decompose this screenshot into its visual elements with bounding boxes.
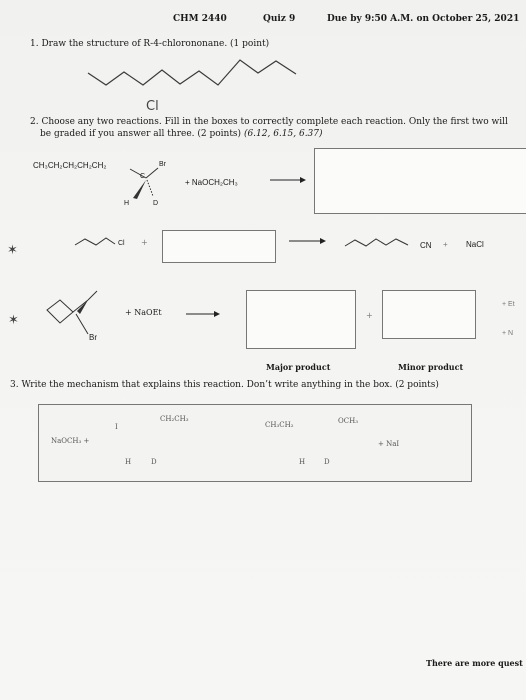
- question-3: 3. Write the mechanism that explains this reaction. Don’t write anything in the box. (2 points): [10, 380, 439, 390]
- plus-sign-3: +: [366, 311, 373, 320]
- q2-br-bond: [146, 168, 158, 178]
- reactant-chain-label: CH₃CH₂CH₂CH₂CH₂: [33, 161, 107, 170]
- major-product-box[interactable]: [246, 290, 356, 349]
- question-2-line1: 2. Choose any two reactions. Fill in the boxes to correctly complete each reaction. Only the first two will: [30, 117, 508, 127]
- major-product-label: Major product: [266, 362, 331, 372]
- q3-h-label: H: [125, 458, 132, 466]
- q3-prod-h-label: H: [299, 458, 306, 466]
- nacl-label: NaCl: [466, 240, 484, 249]
- answer-box-2[interactable]: [162, 230, 276, 263]
- q3-i-label: I: [115, 423, 118, 431]
- q1-chloro-label: Cl: [146, 99, 159, 114]
- q2-ring: [47, 300, 73, 323]
- minor-product-box[interactable]: [382, 290, 476, 339]
- question-1: 1. Draw the structure of R-4-chlorononane. (1 point): [30, 39, 270, 49]
- cn-label: CN: [420, 241, 432, 250]
- reagent-naoet: + NaOEt: [125, 308, 162, 317]
- q3-prod-d-label: D: [324, 458, 330, 466]
- quiz-number: Quiz 9: [263, 14, 296, 24]
- cutoff-et: + Et: [502, 301, 515, 308]
- q2-d-bond: [147, 180, 153, 196]
- q3-ethyl-label: CH₂CH₃: [160, 415, 189, 423]
- c-label: C: [140, 173, 146, 180]
- q3-reagent-label: NaOCH₃ +: [51, 437, 90, 445]
- cutoff-na: + N: [502, 330, 514, 337]
- q3-d-label: D: [151, 458, 157, 466]
- star-mark-1: ✶: [7, 243, 18, 258]
- cl-label: Cl: [118, 240, 125, 247]
- br-ring-label: Br: [89, 333, 97, 342]
- q2-alkyl-chloride-chain: [75, 238, 115, 245]
- star-mark-2: ✶: [8, 313, 19, 328]
- course-code: CHM 2440: [173, 14, 227, 24]
- mechanism-box: [38, 404, 472, 482]
- d-label: D: [153, 200, 159, 207]
- answer-box-1[interactable]: [314, 148, 526, 214]
- minor-product-label: Minor product: [398, 362, 464, 372]
- q3-nai-label: + NaI: [378, 440, 400, 448]
- q3-prod-ethyl-label: CH₃CH₂: [265, 421, 294, 429]
- q1-zigzag-chain: [88, 60, 296, 85]
- footer-note: There are more quest: [426, 658, 523, 668]
- h-label: H: [124, 200, 130, 207]
- question-2-line2: be graded if you answer all three. (2 points) (6.12, 6.15, 6.37): [40, 129, 323, 139]
- q2-wedge-h: [133, 180, 146, 199]
- reagent-naoch2ch3: + NaOCH₂CH₃: [185, 178, 238, 187]
- due-date: Due by 9:50 A.M. on October 25, 2021: [327, 14, 520, 24]
- plus-sign: +: [141, 238, 148, 247]
- q2-nitrile-chain: [345, 239, 408, 246]
- br-label: Br: [159, 161, 166, 168]
- plus-sign-2: +: [443, 240, 448, 249]
- q3-och3-label: OCH₃: [338, 417, 359, 425]
